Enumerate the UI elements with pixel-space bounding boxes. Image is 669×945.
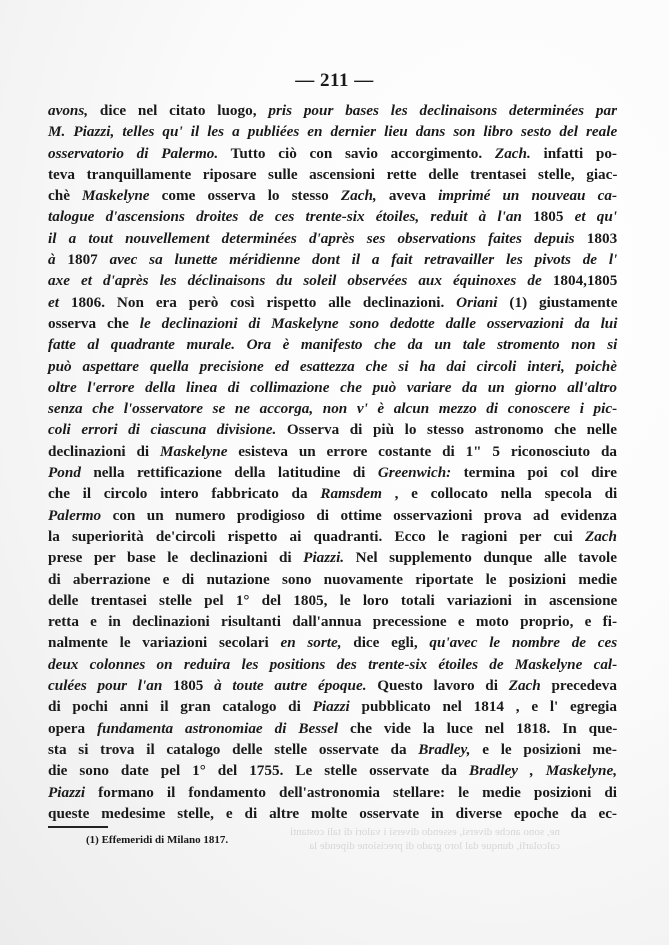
italic-text: senza che l'osservatore se ne accorga, non v' è alcun mezzo di conoscere i pic-	[48, 400, 618, 418]
text-line	[48, 228, 617, 249]
italic-text: Ramsdem	[320, 485, 382, 503]
italic-text: en sorte,	[280, 634, 342, 652]
text-line	[48, 675, 617, 696]
text-run: Tutto ciò con savio accorgimento.	[218, 144, 495, 162]
text-run: teva tranquillamente riposare sulle ascensioni rette delle trentasei stelle, giac-	[48, 165, 618, 183]
text-run: queste medesime stelle, e di altre molte osservate in diverse epoche da ec-	[48, 804, 617, 822]
italic-text: osservatorio di Palermo.	[48, 144, 219, 162]
text-run: delle trentasei stelle pel 1° del 1805, le loro totali variazioni in ascensione	[48, 591, 618, 609]
text-line	[48, 292, 617, 313]
italic-text: Zach	[508, 677, 541, 695]
text-run: osserva che	[48, 314, 140, 332]
text-run: di aberrazione e di nutazione sono nuovamente riportate le posizioni medie	[48, 570, 618, 588]
text-line	[48, 760, 617, 781]
italic-text: Maskelyne	[159, 442, 228, 460]
text-line	[48, 398, 617, 419]
italic-text: à	[48, 251, 68, 269]
italic-text: fundamenta astronomiae di Bessel	[97, 719, 339, 737]
text-run: declinazioni di	[48, 442, 160, 460]
text-run: prese per base le declinazioni di	[48, 549, 304, 567]
text-run: con un numero prodigioso di ottime osservazioni prova ad evidenza	[101, 506, 617, 524]
text-run: termina poi col dire	[451, 464, 617, 482]
text-line	[48, 356, 617, 377]
text-run: retta e in declinazioni risultanti dall'annua precessione e moto proprio, e fi-	[48, 613, 617, 631]
italic-text: et qu'	[563, 208, 617, 226]
text-run: 1804,1805	[552, 272, 618, 290]
italic-text: Oriani	[456, 293, 498, 311]
text-line	[48, 803, 617, 824]
text-line	[48, 739, 617, 760]
text-run: che vide la luce nel 1818. In que-	[338, 719, 618, 737]
text-run: formano il fondamento dell'astronomia stellare: le medie posizioni di	[85, 783, 617, 801]
italic-text: Bradley , Maskelyne,	[469, 762, 617, 780]
italic-text: Piazzi	[48, 783, 86, 801]
footnote-rule	[48, 826, 108, 828]
text-run: precedeva	[540, 677, 617, 695]
italic-text: pris pour bases les declinaisons determinées par	[268, 102, 617, 119]
italic-text: oltre l'errore della linea di collimazione che può variare da un giorno all'altro	[48, 378, 617, 396]
text-run: pubblicato nel 1814 , e l' egregia	[349, 698, 617, 716]
text-run: dice nel citato luogo,	[88, 102, 269, 119]
text-line	[48, 718, 617, 739]
text-line	[48, 206, 617, 227]
italic-text: Zach	[584, 527, 617, 545]
text-run: dice egli,	[341, 634, 430, 652]
italic-text: Maskelyne	[82, 187, 150, 205]
text-line	[48, 121, 617, 142]
text-run: nella rettificazione della latitudine di	[80, 464, 378, 482]
italic-text: fatte al quadrante murale. Ora è manifesto che da un tale stromento non si	[48, 336, 618, 354]
italic-text: Piazzi.	[303, 549, 345, 567]
italic-text: avec sa lunette méridienne dont il a fait retravailler les pivots de l'	[97, 251, 618, 269]
text-run: e le posizioni me-	[470, 740, 617, 758]
italic-text: Palermo	[48, 506, 102, 524]
text-run: chè	[48, 187, 83, 205]
text-run: Nel supplemento dunque alle tavole	[344, 549, 617, 567]
text-line	[48, 164, 617, 185]
text-run: 1805	[533, 208, 564, 226]
text-run: 1803	[586, 229, 618, 247]
text-run: che il circolo intero fabbricato da	[48, 485, 321, 503]
text-line	[48, 313, 617, 334]
text-line	[48, 143, 617, 164]
text-line	[48, 696, 617, 717]
text-line	[48, 505, 617, 526]
text-line	[48, 100, 617, 121]
italic-text: può aspettare quella precisione ed esattezza che si ha dai circoli interi, poichè	[48, 357, 617, 375]
text-run: , e collocato nella specola di	[381, 485, 618, 503]
bleed-line: calcolarli, dunque dal loro grado di precisione dipende la	[309, 840, 560, 852]
text-line	[48, 547, 617, 568]
text-line	[48, 419, 617, 440]
italic-text: avons,	[48, 102, 89, 119]
italic-text: Greenwich:	[377, 464, 452, 482]
text-line	[48, 249, 617, 270]
italic-text: M. Piazzi, telles qu' il les a publiées en dernier lieu dans son libro sesto del reale	[48, 123, 618, 141]
italic-text: il a tout nouvellement determinées d'après ses observations faites depuis	[48, 229, 587, 247]
text-line	[48, 462, 617, 483]
text-run: aveva	[376, 187, 439, 205]
italic-text: qu'avec le nombre de ces	[429, 634, 618, 652]
text-line	[48, 526, 617, 547]
text-run: Osserva di più lo stesso astronomo che nelle	[276, 421, 617, 439]
footnote: (1) Effemeridi di Milano 1817.	[86, 834, 229, 846]
text-run: opera	[48, 719, 98, 737]
text-line	[48, 569, 617, 590]
text-run: la superiorità de'circoli rispetto ai quadranti. Ecco le ragioni per cui	[48, 527, 585, 545]
text-run: esisteva un errore costante di 1" 5 riconosciuto da	[227, 442, 617, 460]
text-line	[48, 334, 617, 355]
text-run: come osserva lo stesso	[149, 187, 341, 205]
text-line	[48, 632, 617, 653]
text-run: (1) giustamente	[497, 293, 618, 311]
italic-text: Bradley,	[418, 740, 471, 758]
italic-text: à toute autre époque.	[203, 677, 367, 695]
body-text	[48, 100, 617, 824]
italic-text: imprimé un nouveau ca-	[438, 187, 618, 205]
text-line	[48, 441, 617, 462]
italic-text: talogue d'ascensions droites de ces trente-six étoiles, reduit à l'an	[48, 208, 534, 226]
text-line	[48, 654, 617, 675]
italic-text: Zach,	[340, 187, 377, 205]
text-run: Questo lavoro di	[366, 677, 509, 695]
italic-text: Zach.	[494, 144, 531, 162]
italic-text: le declinazioni di Maskelyne sono dedotte dalle osservazioni da lui	[139, 314, 618, 332]
text-line	[48, 185, 617, 206]
text-run: 1805	[173, 677, 204, 695]
italic-text: axe et d'après les déclinaisons du soleil observées aux équinoxes de	[48, 272, 553, 290]
bleed-line: ne, sono anche diversi, essendo diversi i valori di tali costanti	[289, 826, 560, 838]
text-line	[48, 590, 617, 611]
text-line	[48, 270, 617, 291]
italic-text: Pond	[48, 464, 81, 482]
italic-text: culées pour l'an	[48, 677, 173, 695]
page-number: — 211 —	[295, 70, 374, 91]
text-line	[48, 377, 617, 398]
italic-text: coli errori di ciascuna divisione.	[48, 421, 277, 439]
text-run: 1807	[67, 251, 98, 269]
text-line	[48, 483, 617, 504]
text-line	[48, 611, 617, 632]
italic-text: Piazzi	[312, 698, 350, 716]
text-run: di pochi anni il gran catalogo di	[48, 698, 313, 716]
text-run: sta si trova il catalogo delle stelle osservate da	[48, 740, 419, 758]
text-line	[48, 782, 617, 803]
text-run: infatti po-	[530, 144, 617, 162]
italic-text: deux colonnes on reduira les positions des trente-six étoiles de Maskelyne cal-	[48, 655, 618, 673]
text-run: nalmente le variazioni secolari	[48, 634, 281, 652]
text-run: 1806. Non era però così rispetto alle declinazioni.	[70, 293, 457, 311]
italic-text: et	[48, 293, 71, 311]
text-run: die sono date pel 1° del 1755. Le stelle osservate da	[48, 762, 469, 780]
